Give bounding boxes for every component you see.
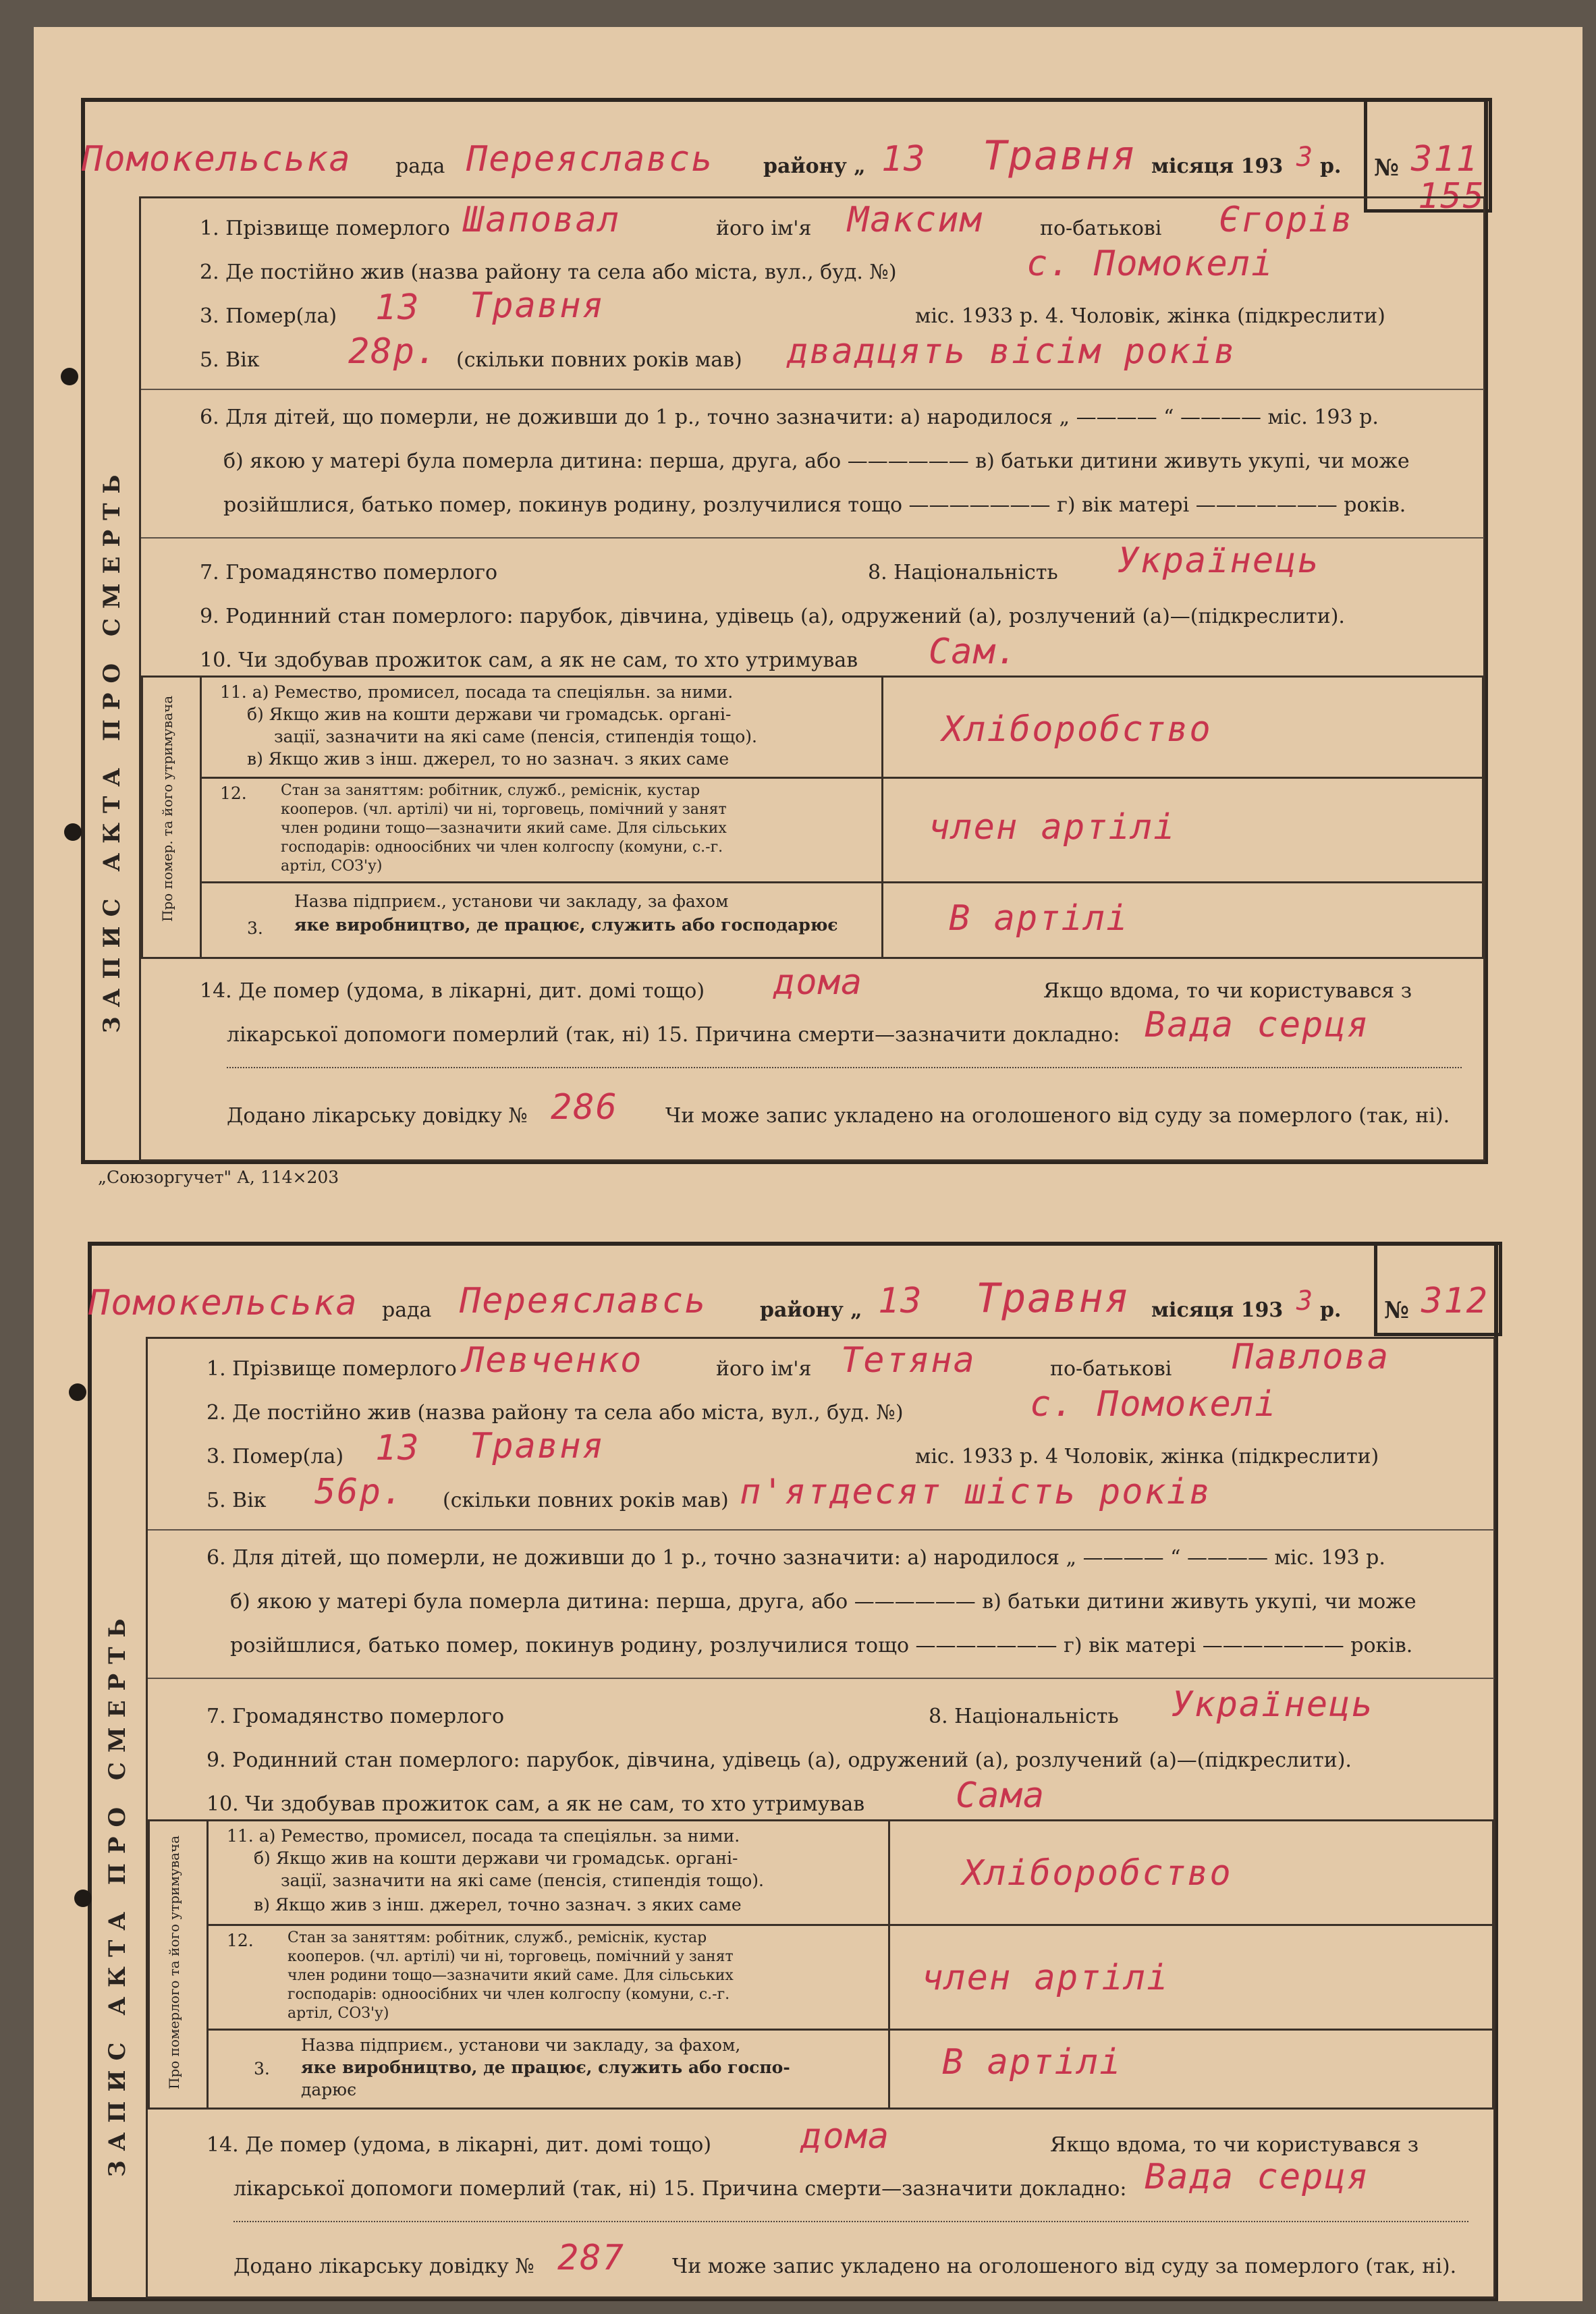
death-record-1 (81, 98, 1488, 1164)
f11-line3: зації, зазначити на які саме (пенсія, стипендія тощо). (281, 1871, 764, 1890)
death-day-hw: 13 (375, 1428, 420, 1468)
f5-label: 5. Вік (200, 348, 260, 372)
f13-line2: яке виробництво, де працює, служить або госпо- (301, 2058, 790, 2077)
given-name-hw: Максим (848, 200, 983, 240)
month-hw: Травня (983, 132, 1137, 180)
f13-line2: яке виробництво, де працює, служить або господарює (294, 915, 838, 935)
f6-line1: 6. Для дітей, що померли, не доживши до 1 р., точно зазначити: а) народилося „ ———— “ ———— міс. 193 р. (207, 1546, 1385, 1570)
record-number-hw: 311 (1411, 139, 1479, 180)
occupation-hw: Хліборобство (942, 709, 1212, 750)
f2-label: 2. Де постійно жив (назва району та села або міста, вул., буд. №) (200, 260, 897, 284)
district-label: району „ (760, 1298, 862, 1322)
f5-label: 5. Вік (207, 1489, 267, 1512)
month-label: місяця 193 (1151, 155, 1284, 178)
nationality-hw: Українець (1118, 541, 1320, 581)
f1-name-label: його ім'я (716, 1357, 812, 1381)
side-subtitle: Про померлого та його утримувача (166, 1835, 182, 2089)
f3-label: 3. Помер(ла) (200, 304, 337, 328)
number-label: № (1374, 155, 1399, 182)
residence-hw: с. Помокелі (1026, 244, 1274, 284)
divider (207, 1819, 209, 2110)
divider (148, 1678, 1494, 1679)
printer-imprint: „Союзоргучет" А, 114×203 (98, 1167, 339, 1187)
residence-hw: с. Помокелі (1030, 1384, 1277, 1425)
f12-line5: артіл, СОЗ'у) (281, 858, 383, 875)
archive-sheet (34, 27, 1583, 2301)
f11-line2: б) Якщо жив на кошти держави чи громадськ. органі- (247, 705, 732, 724)
divider (207, 1924, 1494, 1926)
f8-label: 8. Національність (929, 1705, 1119, 1728)
f6-line2: б) якою у матері була померла дитина: перша, друга, або —————— в) батьки дитини живуть укупі, чи може (223, 449, 1410, 473)
f7-label: 7. Громадянство померлого (200, 561, 498, 584)
rada-label: рада (382, 1298, 432, 1322)
district-label: району „ (763, 155, 866, 178)
f12-line5: артіл, СОЗ'у) (287, 2005, 389, 2022)
workplace-hw: В артілі (949, 898, 1129, 939)
f15-label: лікарської допомоги померлий (так, ні) 15. Причина смерти—зазначити докладно: (227, 1023, 1120, 1047)
surname-hw: Шаповал (463, 200, 621, 240)
f15-label: лікарської допомоги померлий (так, ні) 15. Причина смерти—зазначити докладно: (233, 2177, 1127, 2201)
f12-line1: Стан за заняттям: робітник, служб., реміснік, кустар (287, 1929, 707, 1946)
f9-label: 9. Родинний стан померлого: парубок, дівчина, удівець (а), одружений (а), розлучений (а)—(підкреслити). (207, 1748, 1352, 1772)
certificate-no-hw: 286 (551, 1087, 618, 1128)
day-hw: 13 (878, 1281, 923, 1321)
f8-label: 8. Національність (868, 561, 1058, 584)
patronymic-hw: Єгорів (1219, 200, 1354, 240)
divider (200, 881, 1484, 883)
divider (200, 777, 1484, 779)
f3-label: 3. Помер(ла) (207, 1445, 344, 1468)
side-title: ЗАПИС АКТА ПРО СМЕРТЬ (104, 1609, 131, 2177)
occupation-hw: Хліборобство (962, 1853, 1232, 1894)
record-number2-hw: 155 (1418, 176, 1485, 217)
f5-mid: (скільки повних років мав) (456, 348, 742, 372)
f11-line1: 11. а) Ремество, промисел, посада та спеціяльн. за ними. (220, 682, 734, 702)
f10-label: 10. Чи здобував прожиток сам, а як не сам, то хто утримував (200, 649, 858, 672)
death-day-hw: 13 (375, 287, 420, 328)
f12-line1: Стан за заняттям: робітник, служб., реміснік, кустар (281, 782, 700, 799)
f3-tail: міс. 1933 р. 4 Чоловік, жінка (підкреслити) (915, 1445, 1379, 1468)
f12-line3: член родини тощо—зазначити який саме. Для сільських (281, 820, 727, 837)
f13-line1: Назва підприєм., установи чи закладу, за фахом, (301, 2035, 741, 2055)
side-title: ЗАПИС АКТА ПРО СМЕРТЬ (99, 465, 126, 1033)
number-label: № (1384, 1297, 1409, 1324)
f12-line4: господарів: одноосібних чи член колгоспу (комуни, с.-г. (281, 839, 723, 856)
side-subtitle: Про помер. та його утримувача (159, 695, 175, 922)
year-suffix: р. (1320, 155, 1342, 178)
age-hw: 56р. (314, 1472, 405, 1512)
f6-line1: 6. Для дітей, що померли, не доживши до 1 р., точно зазначити: а) народилося „ ———— “ ———— міс. 193 р. (200, 406, 1379, 429)
f12-line3: член родини тощо—зазначити який саме. Для сільських (287, 1967, 734, 1984)
divider (200, 676, 202, 959)
death-record-2 (88, 1242, 1498, 2301)
punch-hole (64, 823, 82, 841)
f11-line4: в) Якщо жив з інш. джерел, точно зазнач. з яких саме (254, 1895, 742, 1914)
f16-tail: Чи може запис укладено на оголошеного від суду за померлого (так, ні). (672, 2255, 1457, 2278)
age-hw: 28р. (348, 331, 439, 372)
f1-label: 1. Прізвище померлого (200, 217, 450, 240)
f12-num: 12. (227, 1931, 254, 1950)
divider (141, 537, 1484, 539)
year-suffix: р. (1320, 1298, 1342, 1322)
death-month-hw: Травня (470, 285, 605, 326)
year-hw: 3 (1296, 1286, 1315, 1317)
age-words-hw: п'ятдесят шість років (740, 1472, 1212, 1512)
punch-hole (69, 1383, 86, 1401)
death-place-hw: дома (773, 962, 864, 1003)
provider-hw: Сама (956, 1775, 1046, 1816)
status-hw: член артілі (922, 1958, 1170, 1998)
punch-hole (61, 368, 78, 385)
f14-label: 14. Де помер (удома, в лікарні, дит. домі тощо) (200, 979, 705, 1003)
f2-label: 2. Де постійно жив (назва району та села або міста, вул., буд. №) (207, 1401, 904, 1425)
death-month-hw: Травня (470, 1426, 605, 1466)
divider (207, 2029, 1494, 2031)
f11-line1: 11. а) Ремество, промисел, посада та спеціяльн. за ними. (227, 1826, 740, 1846)
f1-patr-label: по-батькові (1040, 217, 1162, 240)
f13-line1: Назва підприєм., установи чи закладу, за фахом (294, 891, 729, 911)
f12-line4: господарів: одноосібних чи член колгоспу (комуни, с.-г. (287, 1986, 730, 2003)
cause-of-death-hw: Вада серця (1145, 1005, 1370, 1045)
month-hw: Травня (976, 1275, 1130, 1322)
f12-num: 12. (220, 783, 247, 803)
f10-label: 10. Чи здобував прожиток сам, а як не сам, то хто утримував (207, 1792, 865, 1816)
death-place-hw: дома (800, 2116, 891, 2157)
f6-line3: розійшлися, батько помер, покинув родину, розлучилися тощо ——————— г) вік матері ——————— років. (230, 1634, 1413, 1657)
certificate-no-hw: 287 (557, 2238, 625, 2278)
divider (888, 1819, 890, 2110)
district-name-hw: Переяславсь (460, 1281, 707, 1321)
council-name-hw: Помокельська (88, 1283, 358, 1323)
patronymic-hw: Павлова (1232, 1337, 1390, 1377)
surname-hw: Левченко (463, 1340, 643, 1381)
month-label: місяця 193 (1151, 1298, 1284, 1322)
f3-tail: міс. 1933 р. 4. Чоловік, жінка (підкреслити) (915, 304, 1385, 328)
punch-hole (74, 1890, 92, 1907)
f11-line3: зації, зазначити на які саме (пенсія, стипендія тощо). (274, 727, 757, 746)
f13-line3: дарює (301, 2080, 357, 2099)
f16-label: Додано лікарську довідку № (227, 1104, 528, 1128)
f6-line2: б) якою у матері була померла дитина: перша, друга, або —————— в) батьки дитини живуть укупі, чи може (230, 1590, 1416, 1614)
provider-hw: Сам. (929, 632, 1019, 672)
given-name-hw: Тетяна (841, 1340, 976, 1381)
f11-line4: в) Якщо жив з інш. джерел, то но зазнач. з яких саме (247, 749, 730, 769)
divider (881, 676, 883, 959)
f1-label: 1. Прізвище померлого (207, 1357, 457, 1381)
district-name-hw: Переяславсь (466, 139, 714, 180)
age-words-hw: двадцять вісім років (787, 331, 1237, 372)
f1-name-label: його ім'я (716, 217, 812, 240)
f12-line2: кооперов. (чл. артілі) чи ні, торговець, помічний у занят (287, 1948, 734, 1965)
f6-line3: розійшлися, батько помер, покинув родину, розлучилися тощо ——————— г) вік матері ——————— років. (223, 493, 1406, 517)
f14-tail: Якщо вдома, то чи користувався з (1043, 979, 1412, 1003)
divider (148, 1529, 1494, 1531)
f7-label: 7. Громадянство померлого (207, 1705, 505, 1728)
f16-tail: Чи може запис укладено на оголошеного від суду за померлого (так, ні). (665, 1104, 1450, 1128)
divider (141, 389, 1484, 390)
cause-of-death-hw: Вада серця (1145, 2157, 1370, 2197)
record-number-hw: 312 (1421, 1281, 1489, 1321)
nationality-hw: Українець (1172, 1684, 1374, 1725)
workplace-hw: В артілі (942, 2042, 1122, 2083)
rada-label: рада (395, 155, 445, 178)
f12-line2: кооперов. (чл. артілі) чи ні, торговець, помічний у занят (281, 801, 727, 818)
f14-tail: Якщо вдома, то чи користувався з (1050, 2133, 1419, 2157)
f11-line2: б) Якщо жив на кошти держави чи громадськ. органі- (254, 1848, 738, 1868)
f1-patr-label: по-батькові (1050, 1357, 1172, 1381)
year-hw: 3 (1296, 142, 1315, 173)
blank-line (233, 2221, 1468, 2222)
f16-label: Додано лікарську довідку № (233, 2255, 534, 2278)
f13-num: 3. (254, 2059, 270, 2078)
f9-label: 9. Родинний стан померлого: парубок, дівчина, удівець (а), одружений (а), розлучений (а)—(підкреслити). (200, 605, 1345, 628)
day-hw: 13 (881, 139, 927, 180)
f13-num: 3. (247, 918, 263, 938)
status-hw: член артілі (929, 807, 1176, 848)
council-name-hw: Помокельська (82, 139, 352, 180)
f14-label: 14. Де помер (удома, в лікарні, дит. домі тощо) (207, 2133, 712, 2157)
f5-mid: (скільки повних років мав) (443, 1489, 729, 1512)
blank-line (227, 1067, 1462, 1068)
